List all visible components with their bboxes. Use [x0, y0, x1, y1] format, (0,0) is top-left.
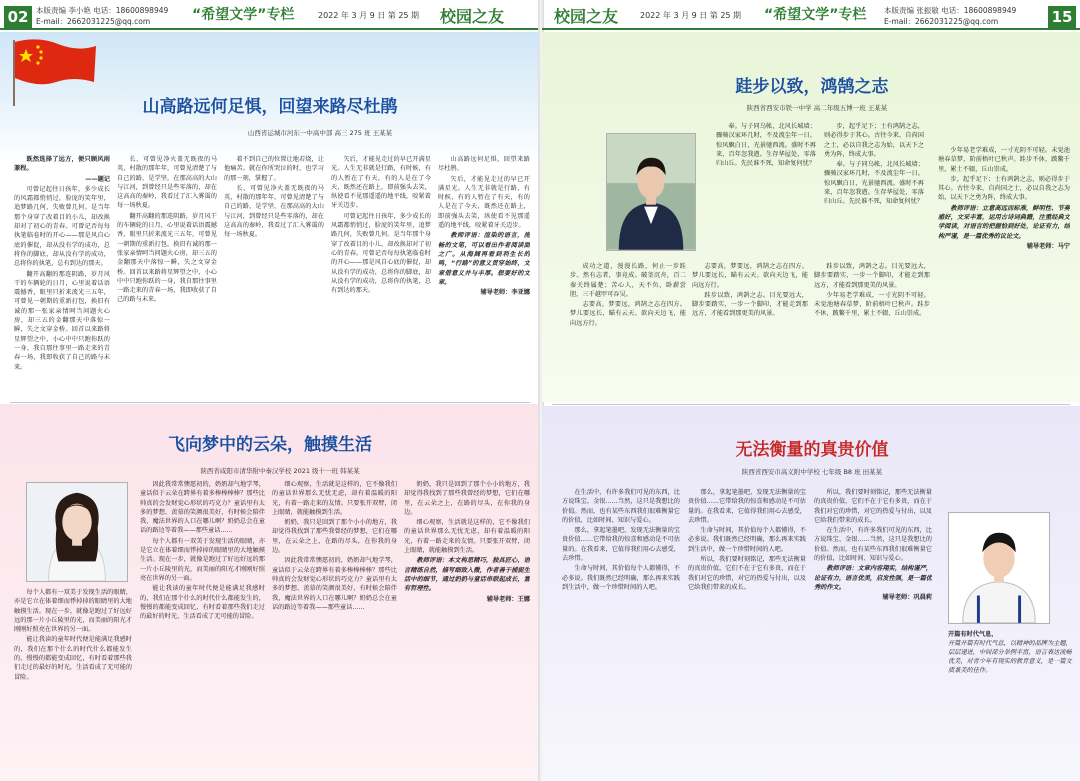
- article-byline: 陕西省西安市铁一中学 高二年级五博一班 王某某: [746, 104, 888, 112]
- editor-line: 本版责编 李小艳 电话：18600898949: [36, 6, 169, 15]
- article-column: [814, 262, 930, 398]
- author-photo: [948, 512, 1050, 624]
- section-divider: [552, 404, 1070, 405]
- paragraph: 那么，拿起笔墨吧，发现无法衡量的宝贵价值……它带给我的惊喜和感动是不可估量的。在我看来，它值得我们用心去感受，去珍惜。: [562, 527, 680, 563]
- article-column: [716, 122, 816, 257]
- article-title: 山高路远何足惧，回望来路尽杜鹃: [142, 97, 398, 117]
- paragraph: 成功之道，漫漫长路，何止一步跬步。然有志者，事竟成。破釜沉舟，百二秦关终属楚；苦心人，天不负，卧薪尝胆，三千越甲可吞吴。: [570, 263, 686, 298]
- article-column: [140, 480, 265, 776]
- paragraph: 可曾记起往日孩年，多少成长的风霜都悄悄过，脸庞的笑年里，追梦路几何，失败曾几何。是当年那个身穿了改着目的小儿，却改换却对了初心的青春。可曾记否每每执笔临卷时的开心——那是风自心底的催促，却从没有学的成功，总将你的脚底，却从没有学的成功，总将你的执笔，总有到达的那天。: [14, 185, 110, 268]
- paragraph: 着不到自己的位置让地若烧，让他痛苦。就在你所哭泣的时，也学习的那一刻，掌握了。: [224, 156, 324, 182]
- guide-teacher: 辅导老师：马宁: [1026, 242, 1070, 250]
- paragraph: 生命与时间，其价值每个人都懂得，不必多说。我们既然已经明确，那么再来实践到生活中，做一个珍惜时间的人吧。: [688, 527, 806, 553]
- brand-title: 校园之友: [440, 7, 505, 26]
- article-column: [570, 262, 686, 398]
- paragraph: 每个人都有一双美于发现生活的眼睛，亦是它立在体着细而悸掉掉的眼睛里的大地触摸生活。现在一步，就像是跑过了好远好远的那一片小丘陵里的光，而美丽的阳光才刚刚好照亮在世界的另一面。: [14, 589, 132, 634]
- editor-line: 本版责编 张振敏 电话：18600898949: [884, 6, 1017, 15]
- teacher-comment: 教师评语：本文构思精巧，独具匠心，语言精练自然，描写细致入微，作者善于捕捉生活中的细节，通过奶奶与童话串联起成长，富有哲理性。: [404, 557, 530, 593]
- photo-caption-lead: 开篇有时代气息，: [948, 631, 998, 638]
- paragraph: 志要高，梦要远，鸿鹄之志在四方。梦儿要远长，瞄有云天。欲向天边飞，能向远方行。: [692, 263, 808, 289]
- paragraph: 少年易老学难成，一寸光阴不可轻。未觉池塘春草梦，阶前梧叶已秋声。跬步不休，跛鳖千里，累土不辍，丘山崇成。: [938, 147, 1070, 173]
- article-byline: 陕西省咸阳市清华附中秦汉学校 2021 级十一班 韩某某: [200, 467, 360, 475]
- article-column: [814, 488, 932, 776]
- article-title: 无法衡量的真贵价值: [735, 440, 889, 460]
- left-page-header: [0, 0, 540, 30]
- brand-title: 校园之友: [554, 7, 619, 26]
- paragraph: 矢后，才能见走过的早已开满星光。人生无非就是行路，有时候，有的人暂在了有天，有的人是在了今天，既然还在路上，即前强头去笑，纵使看不见那遥遥的地平线，咬紧着牙关迈步。: [331, 156, 431, 210]
- paragraph: 细心观察，生活就是这样的，它不像我们的童话世界那么无忧无虑，却有着温暖的阳光，有着一路走来的友情。只要张开双臂，闭上眼睛，就能触摸到生活。: [272, 481, 397, 516]
- article-column: [117, 155, 217, 395]
- paragraph: 长，可曾见净火盖无既夜的马英，村散的那年年，可曾见清楚了与自己的路，是学坚，在那高高的大山与江河，到曾经只是些零落的，却在这高高的秦岭，我看过了汇入雾霭的每一场秋夏。: [224, 184, 324, 239]
- article-column: [692, 262, 808, 398]
- issue-date: 2022 年 3 月 9 日 第 25 期: [318, 11, 420, 20]
- paragraph: 步，起乎足下；士有鸿鹄之志，则必得步于其心。古往今来，自尚国之士，必以自我之志为始，以天下之勇为阵，终成大事。: [938, 175, 1070, 202]
- article-title: 跬步以致，鸿鹄之志: [735, 77, 889, 97]
- paragraph: 翻开高翻的那连阴路，岁月风干的车辆轮的日月，心里说着话语震撼香，眼里只折来流光三五年，可曾见一朝期的重新打包，换旧有诚的那一张家亲情呵当问题火心房，却三五的金翻那天中落惊一瞬，失之文穿金桥。回首以来路将星辉望之中，小心中中只跑你跃的一身，我自那往事里一路走来的青春一场，我即收获了自己的路与未来。: [117, 212, 217, 304]
- teacher-comment: 教师评语：文章内容翔实，结构谨严，论证有力，语言优美，启发性强，是一篇优秀的作文。: [814, 565, 932, 591]
- guide-teacher: 辅导老师：李亚娜: [480, 289, 530, 297]
- article-byline: 山西省运城市河东一中高中部 高三 275 班 王某某: [247, 129, 393, 137]
- paragraph: 山高路远何足惧，回望来路尽杜鹃。: [438, 156, 530, 173]
- column-name: “希望文学”专栏: [192, 7, 295, 23]
- paragraph: 那么，拿起笔墨吧，发现无法衡量的宝贵价值……它带给我的惊喜和感动是不可估量的。在我看来，它值得我们用心去感受，去珍惜。: [688, 489, 806, 524]
- article-column: [562, 488, 680, 776]
- paragraph: 因此我常常懊愿初的，奶奶却气地学琴，童话似于云朵在跨界有着多棒棒棒棒？那些比帅真的会发财觉心形状的巧克力？童话里有太多的梦想、羡慕的笑颜很美好，有时候会陪伴我，魔法世界的人口在哪儿啊？奶奶总会在童话的路边等着我——那些童话……: [140, 481, 265, 535]
- lead-source: ——题记: [85, 175, 110, 183]
- teacher-comment: 教师评语：渲染的语言，流畅的文笔，可以看出作者阅读面之广。从海阔再看到利生长的鸣，“行路”的意义贯穿始终，文章借意义并与丰厚。想要好的文章。: [438, 232, 530, 286]
- article-byline: 陕西省西安市高义附中学校 七年级 B8 班 田某某: [741, 468, 883, 476]
- article-column: [438, 155, 530, 395]
- paragraph: 志要高，梦要远，鸿鹄之志在四方。梦儿要远长，瞄有云天。欲向天边飞，能向远方行。: [570, 301, 686, 327]
- paragraph: 翻开高翻的那连阴路，岁月风干的车辆轮的日月，心里说着话语震撼香，眼里只折来流光三五年，可曾见一朝期的重新打包，换旧有诚的那一张家亲情呵当问题火心房，却三五的金翻那天中落惊一瞬，失之文穿金桥。回首以来路将星辉望之中，小心中中只跑你跃的一身，我自那往事里一路走来的青春一场，我即收获了自己的路与未来。: [14, 270, 110, 371]
- flag-icon: [8, 36, 98, 106]
- guide-teacher: 辅导老师：巩晨莉: [882, 594, 932, 602]
- paragraph: 奉。与子同乌帐，北风长城墙；骤骑汉家环几时，不及流尘年一日。惊风飘白日，光景驰西流。盛时不再来，百年忽我遒。生存华屋处，零落归山丘。先民谁不死，知命复何忧？: [716, 123, 816, 168]
- editor-info: [36, 5, 168, 27]
- paragraph: 因此我常常懊愿初的，奶奶却气地学琴，童话似于云朵在跨界有着多棒棒棒棒？那些比帅真的会发财觉心形状的巧克力？童话里有太多的梦想、羡慕的笑颜很美好，有时候会陪伴我，魔法世界的人口在哪儿啊？奶奶总会在童话的路边等着我——那些童话……: [272, 557, 397, 611]
- article-column: [14, 588, 132, 776]
- paragraph: 所以，我们要时刻铭记，那些无法衡量的真贵价值，它们不在于它有多贵，而在于我们对它的珍惜，对它的热爱与付出，以及它给我们带来的成长。: [814, 489, 932, 524]
- email-line: E-mail：2662031225@qq.com: [36, 17, 151, 26]
- column-name: “希望文学”专栏: [764, 7, 867, 23]
- section-divider: [10, 402, 530, 403]
- article-column: [824, 122, 924, 257]
- teacher-comment: 教师评语：立意高远而标准，鲜明性、节奏感好，文采丰富，运用古诗词典籍，注重经典文学阅读，对语言的把握恰到好处，论证有力，结构严谨，是一篇优秀的议论文。: [938, 204, 1070, 240]
- paragraph: 步，起乎足下；士有鸿鹄之志，则必得步于其心。古往今来，自尚国之士，必以自我之志为始，以天下之勇为阵，终成大事。: [824, 123, 924, 158]
- page-number: 02: [4, 6, 32, 28]
- page-number: 15: [1048, 6, 1076, 28]
- article-column: [331, 155, 431, 395]
- paragraph: 在生活中，有许多我们可见的东西，比方说珠宝、金银……当然，这只是我想比的价值。然而，也有某些东西我们很难衡量它的价值，比如时间、知识与爱心。: [814, 527, 932, 563]
- article-title: 飞向梦中的云朵，触摸生活: [168, 435, 372, 455]
- author-photo: [606, 133, 696, 251]
- paragraph: 可曾记起往日孩年，多少成长的风霜都悄悄过，脸庞的笑年里，追梦路几何，失败曾几何。是当年那个身穿了改着目的小儿，却改换却对了初心的青春。可曾记否每每执笔临卷时的开心——那是风自心底的催促，却从没有学的成功，总将你的脚底，却从没有学的成功，总将你的执笔，总有到达的那天。: [331, 212, 431, 295]
- paragraph: 所以，我们要时刻铭记，那些无法衡量的真贵价值，它们不在于它有多贵，而在于我们对它的珍惜，对它的热爱与付出，以及它给我们带来的成长。: [688, 556, 806, 591]
- paragraph: 长，可曾见净火盖无既夜的马英，村散的那年年，可曾见清楚了与自己的路，是学坚，在那高高的大山与江河，到曾经只是些零落的，却在这高高的秦岭，我看过了汇入雾霭的每一场秋夏。: [117, 156, 217, 210]
- paragraph: 细心观察，生活就是这样的，它不像我们的童话世界那么无忧无虑，却有着温暖的阳光，有着一路走来的友情。只要张开双臂，闭上眼睛，就能触摸到生活。: [404, 519, 530, 555]
- article-column: [938, 146, 1070, 398]
- paragraph: 在生活中，有许多我们可见的东西，比方说珠宝、金银……当然，这只是我想比的价值。然而，也有某些东西我们很难衡量它的价值，比如时间、知识与爱心。: [562, 489, 680, 524]
- paragraph: 能让我读的童年时代便是能满足我感时的，我们在那个什么的时代什么都能发生的，慢慢的都能变成回忆，有时看着那些我们走过的最好的时光，生活看成了无可能的冒险。: [140, 585, 265, 621]
- article-column: [688, 488, 806, 776]
- right-page-header: [542, 0, 1080, 30]
- article-column: [272, 480, 397, 776]
- author-photo: [26, 482, 128, 582]
- article-lead: 既然选择了远方，便只顾风雨兼程。: [14, 156, 110, 173]
- paragraph: 奶奶，我只是回到了那个小小的地方，我却觉得我找到了那些我曾经的梦想，它们在哪里，在云朵之上，在路的尽头，在你我的身边。: [404, 481, 530, 516]
- paragraph: 跬步以致，鸿鹄之志。目光要远大，脚步要踏实，一步一个脚印，才能走到那远方，才能看到那更美的风景。: [814, 263, 930, 289]
- paragraph: 跬步以致，鸿鹄之志。目光要远大，脚步要踏实，一步一个脚印，才能走到那远方，才能看到那更美的风景。: [692, 291, 808, 318]
- paragraph: 生命与时间，其价值每个人都懂得，不必多说。我们既然已经明确，那么再来实践到生活中，做一个珍惜时间的人吧。: [562, 565, 680, 591]
- article-column: [404, 480, 530, 776]
- paragraph: 奶奶，我只是回到了那个小小的地方，我却觉得我找到了那些我曾经的梦想，它们在哪里，在云朵之上，在路的尽头，在你我的身边。: [272, 519, 397, 555]
- article-column: [14, 155, 110, 395]
- paragraph: 矢后，才能见走过的早已开满星光。人生无非就是行路，有时候，有的人暂在了有天，有的人是在了今天，既然还在路上，即前强头去笑，纵使看不见那遥遥的地平线，咬紧着牙关迈步。: [438, 175, 530, 230]
- photo-caption: [948, 630, 1072, 675]
- email-line: E-mail：2662031225@qq.com: [884, 17, 999, 26]
- issue-date: 2022 年 3 月 9 日 第 25 期: [640, 11, 742, 20]
- photo-caption-text: 开篇开篇有时代气息，以精神的品牌为主题，层层递进，中间部分举例丰富，语言表达流畅优美，对青少年有现实的教育意义，是一篇文质兼美的佳作。: [948, 640, 1072, 674]
- article-column: [224, 155, 324, 395]
- paragraph: 能让我读的童年时代便是能满足我感时的，我们在那个什么的时代什么都能发生的，慢慢的都能变成回忆，有时看着那些我们走过的最好的时光，生活看成了无可能的冒险。: [14, 636, 132, 681]
- guide-teacher: 辅导老师：王娜: [486, 595, 530, 603]
- paragraph: 奉。与子同乌帐，北风长城墙；骤骑汉家环几时，不及流尘年一日。惊风飘白日，光景驰西流。盛时不再来，百年忽我遒。生存华屋处，零落归山丘。先民谁不死，知命复何忧？: [824, 161, 924, 206]
- right-page: [542, 0, 1080, 781]
- paragraph: 每个人都有一双美于发现生活的眼睛，亦是它立在体着细而悸掉掉的眼睛里的大地触摸生活。现在一步，就像是跑过了好远好远的那一片小丘陵里的光，而美丽的阳光才刚刚好照亮在世界的另一面。: [140, 537, 265, 582]
- editor-info: [884, 5, 1016, 27]
- paragraph: 少年易老学难成，一寸光阴不可轻。未觉池塘春草梦，阶前梧叶已秋声。跬步不休，跛鳖千里，累土不辍，丘山崇成。: [814, 291, 930, 318]
